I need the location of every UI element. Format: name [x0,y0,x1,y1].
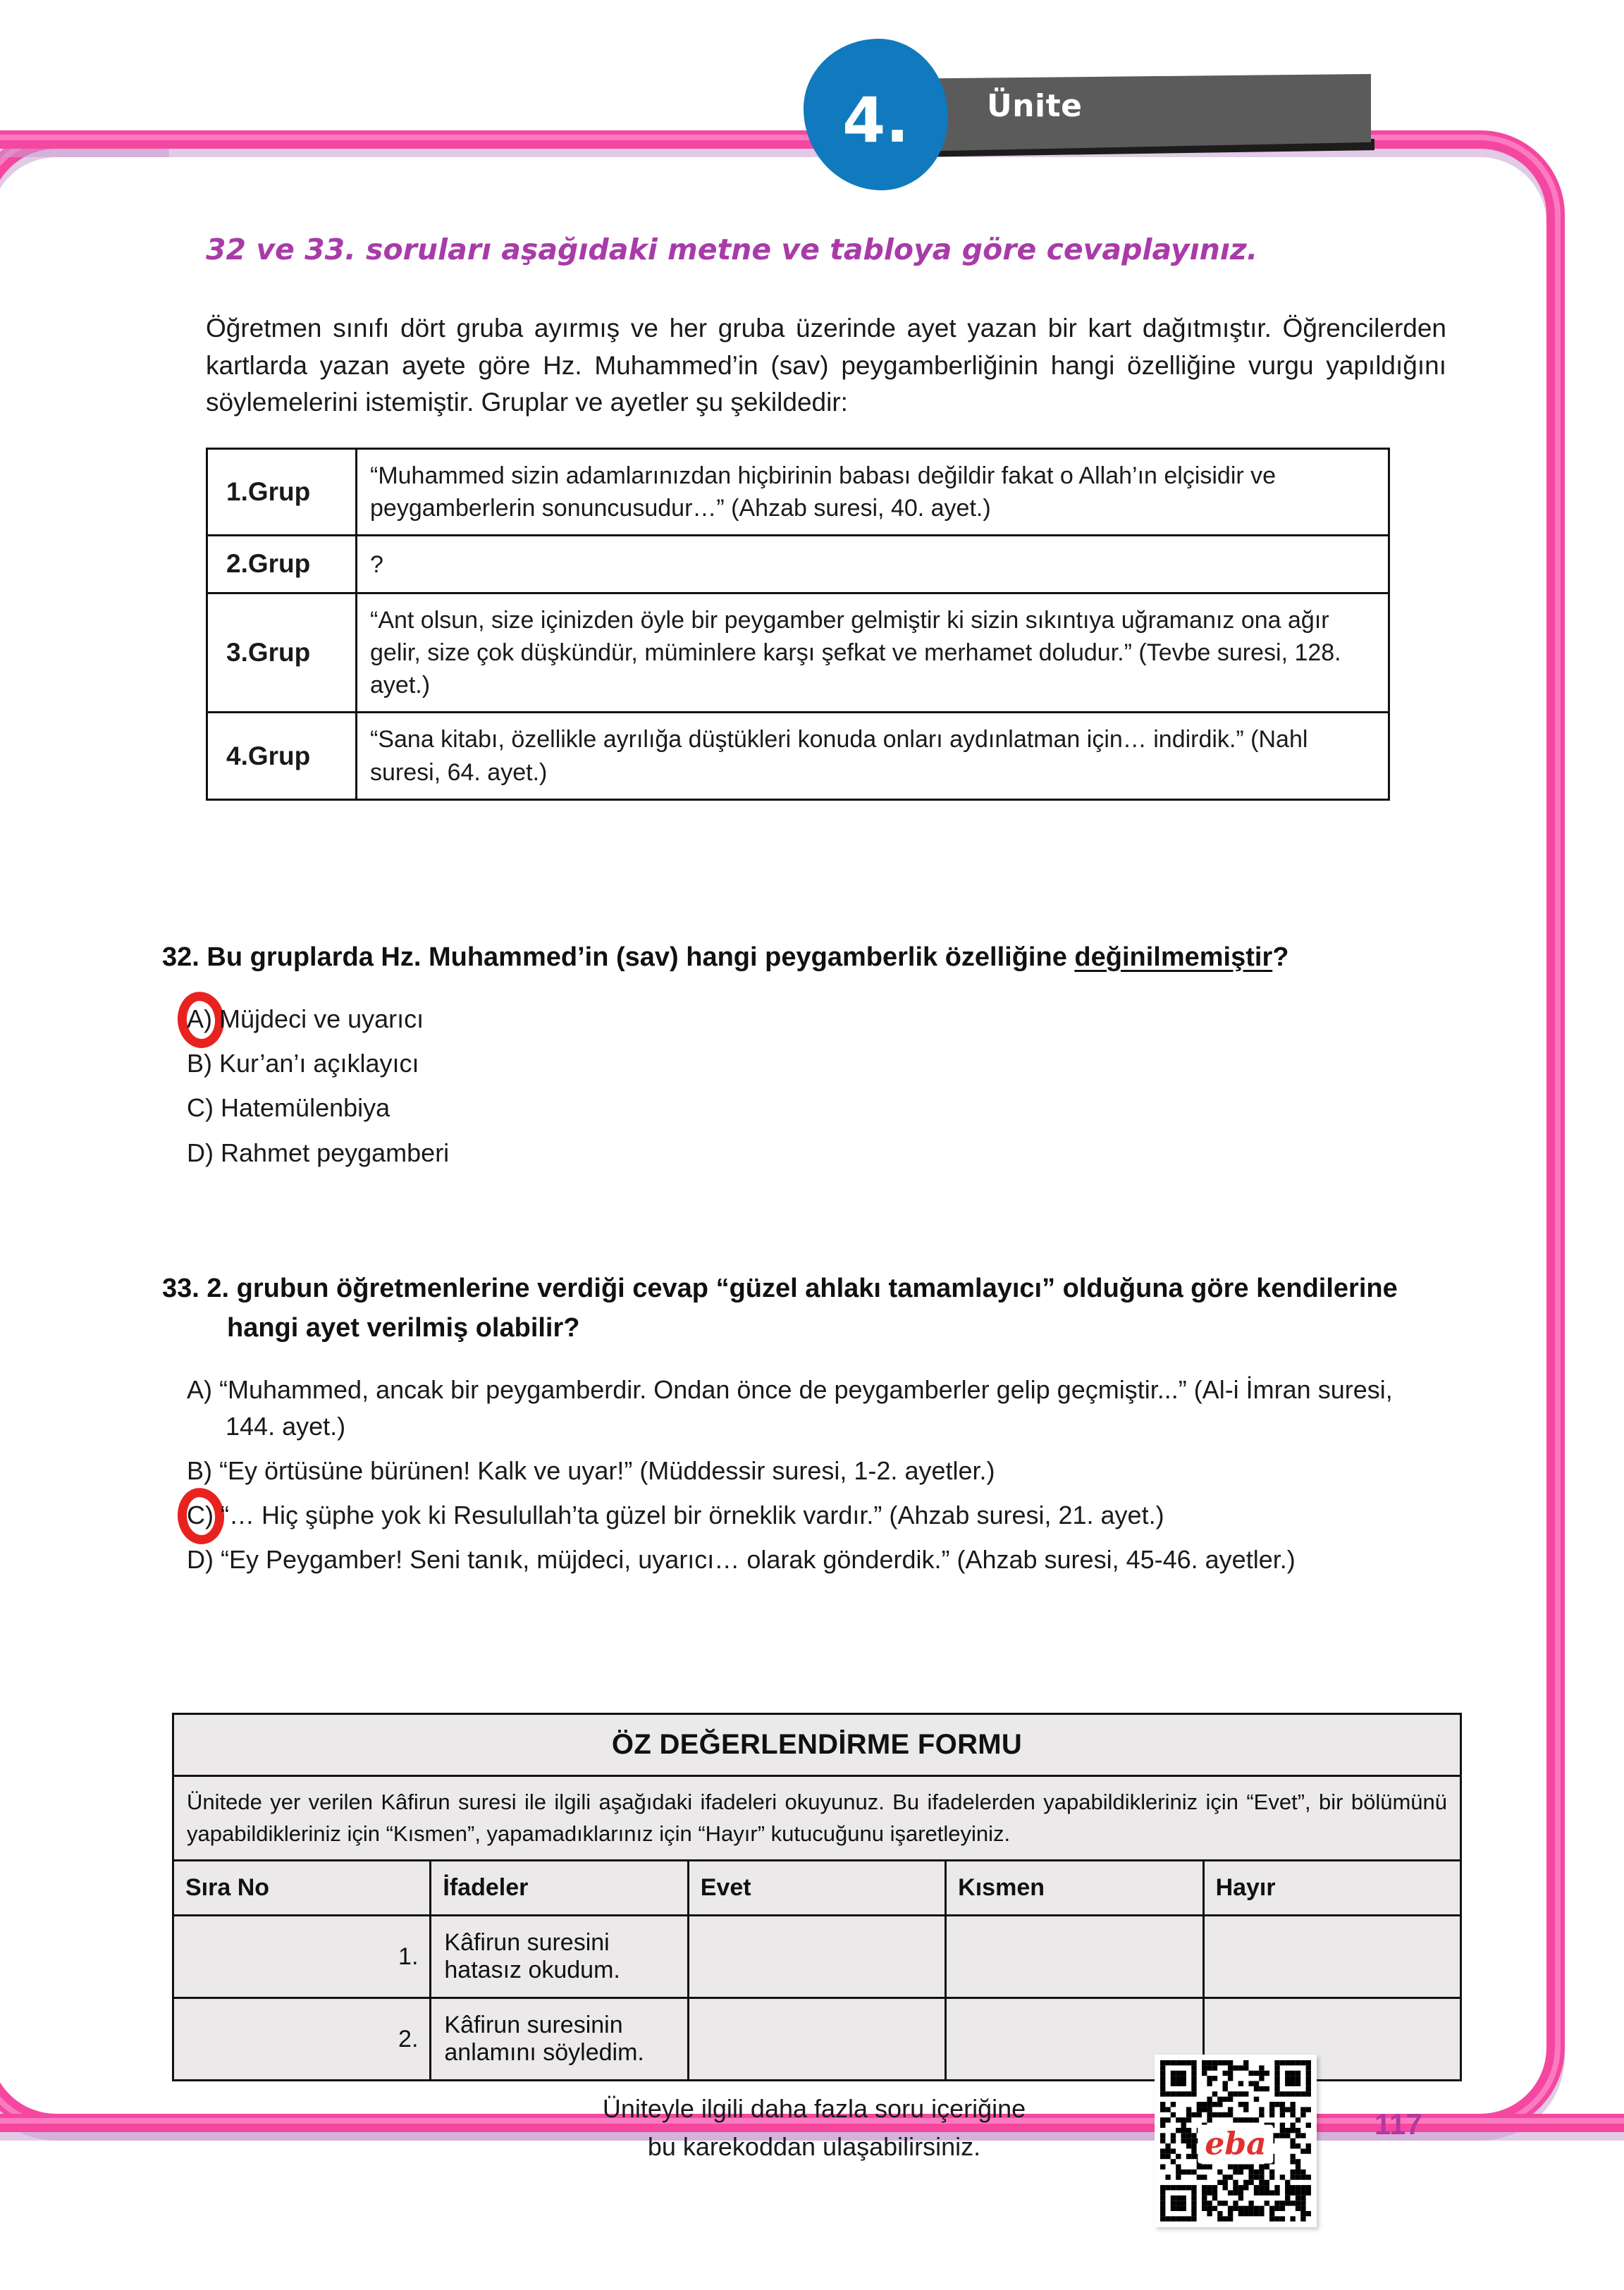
checkbox-cell-evet[interactable] [688,1998,945,2081]
option-a-letter: A) [187,1375,212,1405]
row-statement: Kâfirun suresini hatasız okudum. [431,1916,688,1998]
checkbox-cell-evet[interactable] [688,1916,945,1998]
option-b[interactable] [162,1045,1424,1081]
group-ayet-table [206,448,1390,801]
option-c-letter: C) [187,1500,214,1529]
option-d[interactable] [162,1541,1424,1577]
option-c-letter: C) [187,1093,214,1123]
header-kismen: Kısmen [946,1861,1203,1916]
eba-logo: eba [1198,2125,1273,2164]
option-b-letter: B) [187,1455,212,1485]
unit-banner [906,74,1371,152]
form-description-row [173,1776,1461,1861]
option-a[interactable] [162,1372,1424,1443]
row-statement: Kâfirun suresinin anlamını söyledim. [431,1998,688,2081]
question-33-stem [162,1269,1424,1348]
group-ayet-text: “Ant olsun, size içinizden öyle bir peygamber gelmiştir ki sizin sıkıntıya uğramanız ona ağır gelir, size çok düşkündür, müminlere karşı şefkat ve merhamet doludur.” (Tevbe suresi, 128. ayet.) [357,593,1389,713]
self-assessment-title: ÖZ DEĞERLENDİRME FORMU [173,1714,1461,1776]
self-assessment-body [173,1714,1461,2081]
intro-paragraph: Öğretmen sınıfı dört gruba ayırmış ve her gruba üzerinde ayet yazan bir kart dağıtmıştır. Öğrencilerden kartlarda yazan ayete göre Hz. Muhammed’in (sav) peygamberliğinin hangi özelliğine vurgu yapıldığını söylemelerini istemiştir. Gruplar ve ayetler şu şekildedir: [206,314,1446,417]
group-name: 2.Grup [207,536,357,593]
unit-number: 4. [842,84,909,156]
question-33-options [162,1372,1424,1577]
row-number: 1. [173,1916,431,1998]
question-33 [162,1269,1424,1586]
qr-code[interactable] [1155,2055,1317,2227]
form-header-row [173,1861,1461,1916]
option-c-text: “… Hiç şüphe yok ki Resulullah’ta güzel bir örneklik vardır.” (Ahzab suresi, 21. ayet.) [221,1500,1164,1529]
option-b[interactable] [162,1453,1424,1489]
option-b-letter: B) [187,1049,212,1078]
header-ifadeler: İfadeler [431,1861,688,1916]
question-32-stem-part1: Bu gruplarda Hz. Muhammed’in (sav) hangi peygamberlik özelliğine [207,942,1075,972]
table-row [173,1916,1461,1998]
question-32-stem-underlined: değinilmemiştir [1074,942,1273,972]
option-c[interactable] [162,1497,1424,1533]
option-b-text: “Ey örtüsüne bürünen! Kalk ve uyar!” (Müddessir suresi, 1-2. ayetler.) [219,1455,995,1485]
table-row [207,713,1389,799]
header-evet: Evet [688,1861,945,1916]
group-ayet-text: ? [357,536,1389,593]
option-d[interactable] [162,1135,1424,1171]
question-32-stem [162,937,1424,977]
option-a-text: Müjdeci ve uyarıcı [219,1004,424,1034]
group-ayet-text: “Muhammed sizin adamlarınızdan hiçbirinin babası değildir fakat o Allah’ın elçisidir ve peygamberlerin sonuncusudur…” (Ahzab suresi, 40. ayet.) [357,449,1389,536]
qr-footer-text [522,2090,1107,2166]
option-c[interactable] [162,1090,1424,1126]
option-a-letter: A) [187,1004,212,1034]
group-name: 4.Grup [207,713,357,799]
question-33-stem-part1: 2. grubun öğretmenlerine verdiği cevap “güzel ahlakı tamamlayıcı” olduğuna göre kendilerine hangi ayet verilmiş olabilir? [207,1274,1398,1343]
qr-footer-line2: bu karekoddan ulaşabilirsiniz. [647,2132,981,2161]
top-band-highlight [0,135,169,140]
table-row [207,593,1389,713]
header-hayir: Hayır [1203,1861,1460,1916]
checkbox-cell-hayir[interactable] [1203,1916,1460,1998]
question-32-number: 32. [162,942,199,972]
self-assessment-form [172,1713,1462,2081]
option-c-text: Hatemülenbiya [221,1093,390,1123]
checkbox-cell-kismen[interactable] [946,1916,1203,1998]
qr-footer-line1: Üniteyle ilgili daha fazla soru içeriğine [602,2094,1026,2123]
question-32-stem-part2: ? [1272,942,1289,972]
group-name: 3.Grup [207,593,357,713]
question-33-number: 33. [162,1274,199,1303]
unit-label: Ünite [987,88,1083,124]
header-sira-no: Sıra No [173,1861,431,1916]
page-number: 117 [1374,2107,1422,2141]
option-b-text: Kur’an’ı açıklayıcı [219,1049,419,1078]
table-row [207,449,1389,536]
self-assessment-description: Ünitede yer verilen Kâfirun suresi ile ilgili aşağıdaki ifadeleri okuyunuz. Bu ifadelerden yapabildikleriniz için “Evet”, bir bölümünü yapabildikleriniz için “Kısmen”, yapamadıklarınız için “Hayır” kutucuğunu işaretleyiniz. [173,1776,1461,1861]
option-a-text: “Muhammed, ancak bir peygamberdir. Ondan önce de peygamberler gelip geçmiştir...” (Al-i İmran suresi, 144. ayet.) [219,1375,1393,1441]
question-32-options [162,1001,1424,1170]
option-d-letter: D) [187,1138,214,1167]
option-a[interactable] [162,1001,1424,1037]
form-title-row [173,1714,1461,1776]
table-row [207,536,1389,593]
option-d-letter: D) [187,1544,214,1574]
option-d-text: Rahmet peygamberi [221,1138,450,1167]
row-number: 2. [173,1998,431,2081]
question-32 [162,937,1424,1179]
lead-heading: 32 ve 33. soruları aşağıdaki metne ve tabloya göre cevaplayınız. [206,233,1258,266]
group-table-body [207,449,1389,800]
group-name: 1.Grup [207,449,357,536]
group-ayet-text: “Sana kitabı, özellikle ayrılığa düştükleri konuda onları aydınlatman için… indirdik.” (Nahl suresi, 64. ayet.) [357,713,1389,799]
option-d-text: “Ey Peygamber! Seni tanık, müjdeci, uyarıcı… olarak gönderdik.” (Ahzab suresi, 45-46. ayetler.) [221,1544,1296,1574]
